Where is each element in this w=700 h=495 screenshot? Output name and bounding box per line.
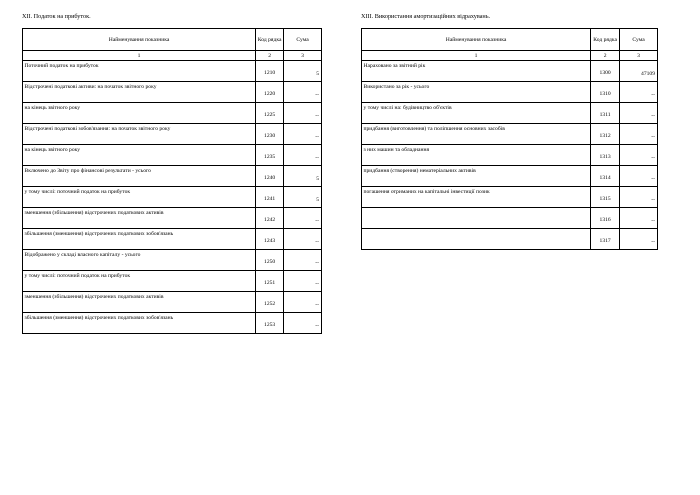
table-row [23, 187, 322, 208]
row-code: 1241 [256, 187, 284, 208]
header-code: Код рядка [256, 29, 284, 51]
row-sum: -- [620, 82, 658, 103]
row-name: Відстрочені податкові зобов'язання: на початок звітного року [23, 124, 256, 145]
row-name: придбання (створення) нематеріальних активів [362, 166, 591, 187]
row-code: 1210 [256, 61, 284, 82]
table-row [23, 61, 322, 82]
row-code: 1250 [256, 250, 284, 271]
table-row [23, 313, 322, 334]
header-name: Найменування показника [362, 29, 591, 51]
row-sum: -- [620, 208, 658, 229]
tax-table [22, 28, 322, 334]
table-row [23, 103, 322, 124]
header-sum: Сума [284, 29, 322, 51]
row-sum: -- [284, 124, 322, 145]
row-name: у тому числі на: будівництво об'єктів [362, 103, 591, 124]
row-name: на кінець звітного року [23, 145, 256, 166]
row-code: 1243 [256, 229, 284, 250]
table-row [362, 124, 658, 145]
row-name: Включено до Звіту про фінансові результати - усього [23, 166, 256, 187]
row-name [362, 208, 591, 229]
row-name [362, 229, 591, 250]
table-row [362, 103, 658, 124]
row-name: збільшення (зменшення) відстрочених податкових зобов'язань [23, 313, 256, 334]
row-code: 1252 [256, 292, 284, 313]
table-row [362, 61, 658, 82]
row-name: збільшення (зменшення) відстрочених податкових зобов'язань [23, 229, 256, 250]
row-code: 1300 [591, 61, 620, 82]
row-sum: -- [620, 103, 658, 124]
row-sum: -- [620, 187, 658, 208]
table-row [23, 145, 322, 166]
row-sum: -- [284, 82, 322, 103]
row-sum: -- [620, 229, 658, 250]
row-sum: -- [620, 145, 658, 166]
row-sum: -- [284, 250, 322, 271]
row-name: зменшення (збільшення) відстрочених податкових активів [23, 292, 256, 313]
row-name: Відображено у складі власного капіталу - усього [23, 250, 256, 271]
row-name: у тому числі: поточний податок на прибуток [23, 187, 256, 208]
row-name: з них машин та обладнання [362, 145, 591, 166]
table-row [362, 208, 658, 229]
header-code: Код рядка [591, 29, 620, 51]
row-sum: -- [620, 166, 658, 187]
row-name: погашення отриманих на капітальні інвестиції позик [362, 187, 591, 208]
row-sum: 5 [284, 166, 322, 187]
row-code: 1251 [256, 271, 284, 292]
row-name: придбання (виготовлення) та поліпшення основних засобів [362, 124, 591, 145]
table-row [23, 208, 322, 229]
row-code: 1230 [256, 124, 284, 145]
col-number: 3 [620, 51, 658, 61]
row-code: 1311 [591, 103, 620, 124]
row-name: Використано за рік - усього [362, 82, 591, 103]
row-code: 1253 [256, 313, 284, 334]
row-code: 1242 [256, 208, 284, 229]
row-name: Відстрочені податкові активи: на початок звітного року [23, 82, 256, 103]
header-sum: Сума [620, 29, 658, 51]
row-sum: -- [284, 292, 322, 313]
col-number: 1 [362, 51, 591, 61]
row-code: 1220 [256, 82, 284, 103]
row-sum: -- [620, 124, 658, 145]
table-row [23, 292, 322, 313]
row-code: 1225 [256, 103, 284, 124]
table-row [23, 229, 322, 250]
row-sum: 5 [284, 187, 322, 208]
depreciation-table [361, 28, 658, 250]
row-sum: 47109 [620, 61, 658, 82]
row-code: 1312 [591, 124, 620, 145]
col-number: 2 [256, 51, 284, 61]
table-row [362, 187, 658, 208]
row-code: 1316 [591, 208, 620, 229]
row-sum: -- [284, 208, 322, 229]
row-name: зменшення (збільшення) відстрочених податкових активів [23, 208, 256, 229]
row-sum: 5 [284, 61, 322, 82]
row-code: 1315 [591, 187, 620, 208]
table-row [362, 166, 658, 187]
table-row [362, 229, 658, 250]
table-row [23, 271, 322, 292]
header-name: Найменування показника [23, 29, 256, 51]
table-row [23, 82, 322, 103]
row-sum: -- [284, 271, 322, 292]
table-row [362, 145, 658, 166]
section-12-title: XII. Податок на прибуток. [22, 13, 91, 20]
row-sum: -- [284, 145, 322, 166]
row-code: 1314 [591, 166, 620, 187]
row-sum: -- [284, 103, 322, 124]
row-code: 1313 [591, 145, 620, 166]
col-number: 1 [23, 51, 256, 61]
row-code: 1235 [256, 145, 284, 166]
row-name: у тому числі: поточний податок на прибуток [23, 271, 256, 292]
table-row [23, 166, 322, 187]
row-name: Поточний податок на прибуток [23, 61, 256, 82]
row-code: 1310 [591, 82, 620, 103]
row-name: Нараховано за звітний рік [362, 61, 591, 82]
row-code: 1317 [591, 229, 620, 250]
col-number: 2 [591, 51, 620, 61]
row-code: 1240 [256, 166, 284, 187]
table-row [23, 250, 322, 271]
row-name: на кінець звітного року [23, 103, 256, 124]
row-sum: -- [284, 313, 322, 334]
table-row [23, 124, 322, 145]
col-number: 3 [284, 51, 322, 61]
row-sum: -- [284, 229, 322, 250]
table-row [362, 82, 658, 103]
section-13-title: XIII. Використання амортизаційних відрахувань. [361, 13, 491, 20]
